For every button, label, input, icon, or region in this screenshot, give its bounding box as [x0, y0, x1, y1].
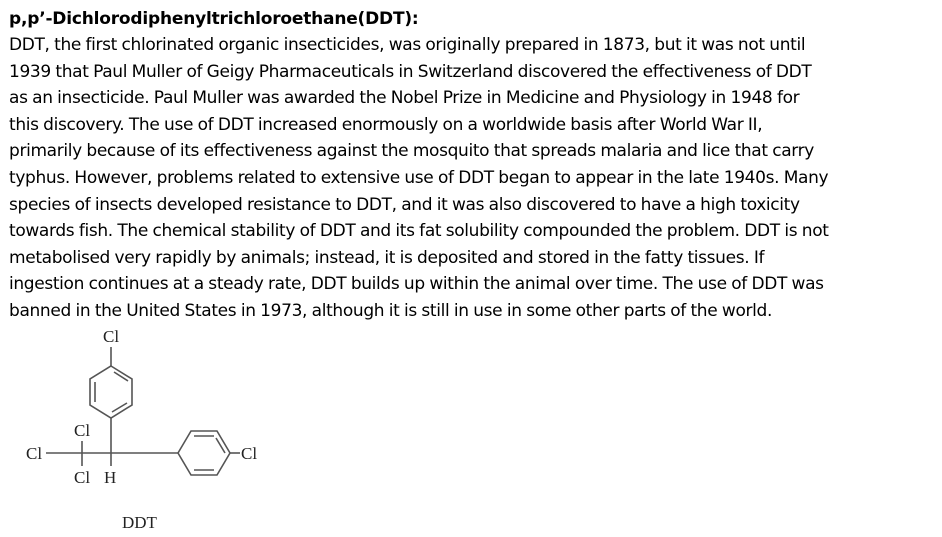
paragraph-line: towards fish. The chemical stability of DDT and its fat solubility compounded the problem. DDT is not: [9, 221, 829, 242]
paragraph-line: typhus. However, problems related to extensive use of DDT began to appear in the late 1940s. Many: [9, 167, 829, 188]
paragraph-line: as an insecticide. Paul Muller was awarded the Nobel Prize in Medicine and Physiology in 1948 for: [9, 88, 800, 109]
structure-caption: DDT: [122, 513, 157, 532]
paragraph-line: ingestion continues at a steady rate, DDT builds up within the animal over time. The use of DDT was: [9, 274, 824, 295]
benzene-ring-upper: [90, 366, 132, 418]
atom-label-top-cl: Cl: [103, 327, 120, 346]
paragraph-line: DDT, the first chlorinated organic insecticides, was originally prepared in 1873, but it was not until: [9, 35, 806, 55]
paragraph-line: 1939 that Paul Muller of Geigy Pharmaceuticals in Switzerland discovered the effectiveness of DDT: [9, 61, 812, 82]
paragraph-line: primarily because of its effectiveness against the mosquito that spreads malaria and lice that carry: [9, 141, 814, 162]
paragraph-line: banned in the United States in 1973, although it is still in use in some other parts of the world.: [9, 300, 773, 321]
paragraph-line: metabolised very rapidly by animals; instead, it is deposited and stored in the fatty tissues. If: [9, 247, 765, 268]
paragraph-line: this discovery. The use of DDT increased enormously on a worldwide basis after World War II,: [9, 114, 763, 135]
double-bond-upper: [114, 372, 128, 381]
paragraph-line: species of insects developed resistance to DDT, and it was also discovered to have a high toxicity: [9, 194, 800, 215]
double-bond-upper: [112, 403, 127, 412]
atom-label-left-cl: Cl: [26, 444, 43, 463]
atom-label-lower-cl: Cl: [74, 468, 91, 487]
atom-label-upper-cl: Cl: [74, 421, 91, 440]
ddt-paragraph: [9, 32, 934, 325]
ddt-structure-diagram: [0, 320, 360, 537]
double-bond-right: [216, 438, 225, 453]
benzene-ring-right: [178, 431, 230, 475]
atom-label-right-cl: Cl: [241, 444, 258, 463]
section-heading: p,p’-Dichlorodiphenyltrichloroethane(DDT):: [9, 9, 419, 29]
document-body: [9, 6, 934, 325]
atom-label-lower-h: H: [104, 468, 117, 487]
